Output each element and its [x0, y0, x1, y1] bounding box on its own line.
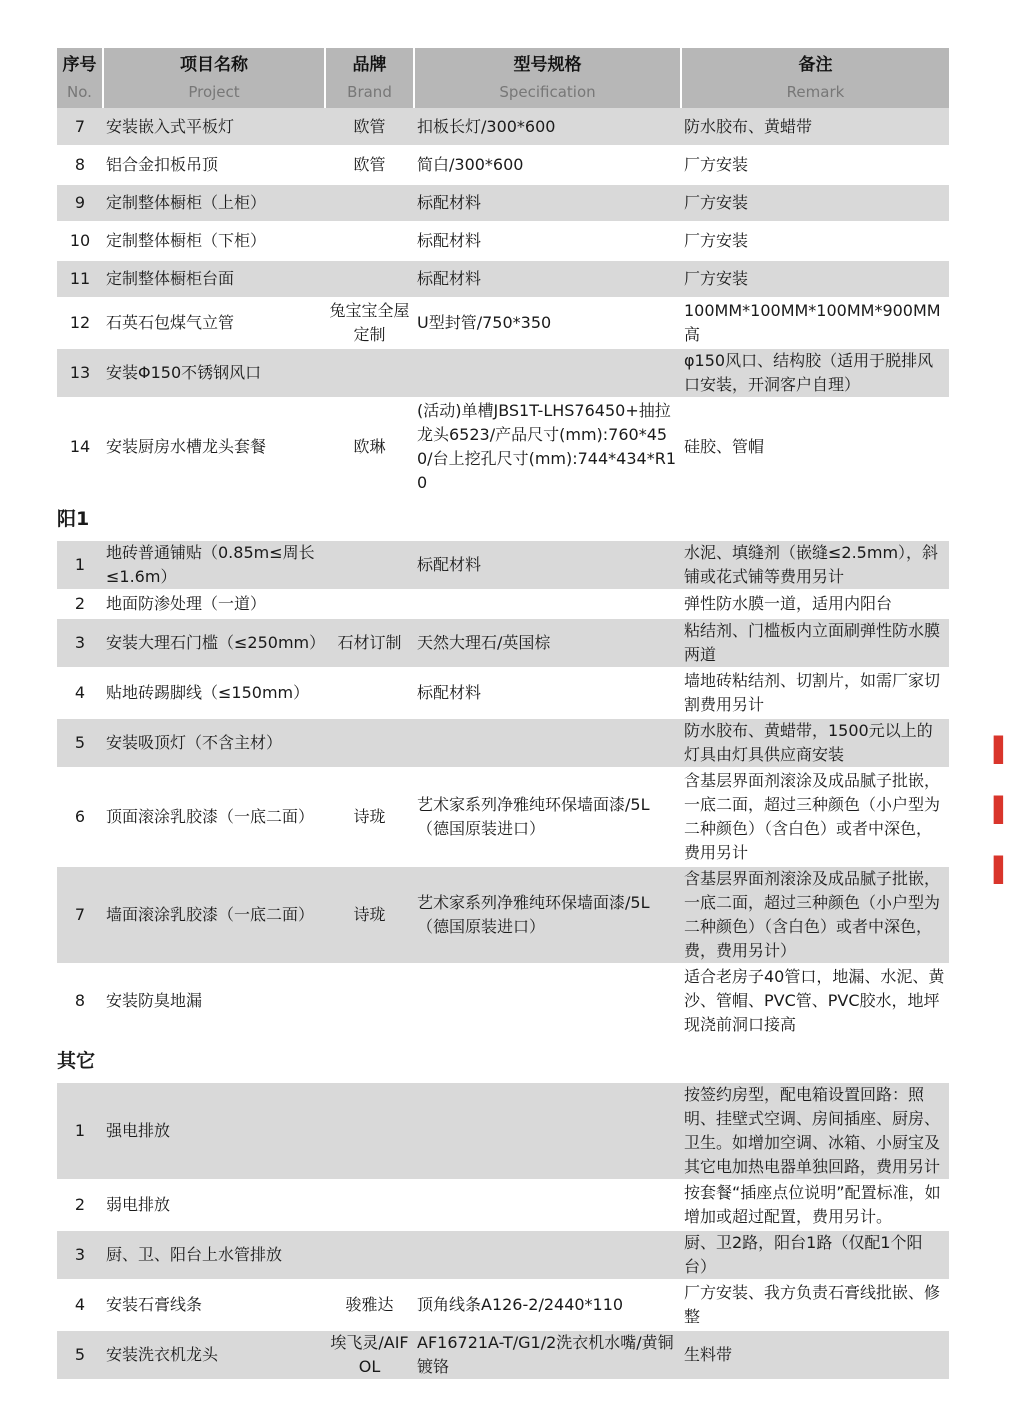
- row-number-cell: 3: [57, 618, 103, 668]
- remark-cell: 含基层界面剂滚涂及成品腻子批嵌，一底二面，超过三种颜色（小户型为二种颜色）（含白色）或者中深色，费用另计: [681, 768, 949, 866]
- row-number-cell: 10: [57, 222, 103, 260]
- header-spec: 型号规格 Specification: [414, 48, 681, 108]
- remark-cell: 防水胶布、黄蜡带，1500元以上的灯具由灯具供应商安装: [681, 718, 949, 768]
- brand-cell: 欧管: [325, 108, 414, 146]
- project-name-cell: 厨、卫、阳台上水管排放: [103, 1230, 325, 1280]
- row-number-cell: 1: [57, 1083, 103, 1180]
- row-number-cell: 6: [57, 768, 103, 866]
- row-number-cell: 7: [57, 108, 103, 146]
- row-number-cell: 11: [57, 260, 103, 298]
- specification-cell: [414, 1083, 681, 1180]
- specification-cell: 标配材料: [414, 184, 681, 222]
- table-row: [57, 768, 949, 866]
- brand-cell: [325, 1083, 414, 1180]
- row-number-cell: 5: [57, 718, 103, 768]
- brand-cell: [325, 1230, 414, 1280]
- project-name-cell: 安装防臭地漏: [103, 964, 325, 1038]
- table-row: [57, 668, 949, 718]
- specification-cell: [414, 590, 681, 618]
- table-row: [57, 1083, 949, 1180]
- specification-cell: [414, 348, 681, 398]
- table-row: [57, 260, 949, 298]
- row-number-cell: 13: [57, 348, 103, 398]
- table-row: [57, 718, 949, 768]
- project-name-cell: 墙面滚涂乳胶漆（一底二面）: [103, 866, 325, 964]
- table-row: [57, 618, 949, 668]
- table-row: [57, 1180, 949, 1230]
- specification-cell: 艺术家系列净雅纯环保墙面漆/5L（德国原装进口）: [414, 768, 681, 866]
- specification-cell: 标配材料: [414, 260, 681, 298]
- table-row: [57, 222, 949, 260]
- brand-cell: [325, 1180, 414, 1230]
- remark-cell: 适合老房子40管口，地漏、水泥、黄沙、管帽、PVC管、PVC胶水，地坪现浇前洞口接高: [681, 964, 949, 1038]
- remark-cell: 厨、卫2路，阳台1路（仅配1个阳台）: [681, 1230, 949, 1280]
- row-number-cell: 7: [57, 866, 103, 964]
- section-title: 其它: [57, 1038, 949, 1083]
- specification-cell: U型封管/750*350: [414, 298, 681, 348]
- remark-cell: 防水胶布、黄蜡带: [681, 108, 949, 146]
- specification-cell: 顶角线条A126-2/2440*110: [414, 1280, 681, 1330]
- table-row: [57, 298, 949, 348]
- row-number-cell: 9: [57, 184, 103, 222]
- specification-cell: (活动)单槽JBS1T-LHS76450+抽拉龙头6523/产品尺寸(mm):760*450/台上挖孔尺寸(mm):744*434*R10: [414, 398, 681, 496]
- remark-cell: 墙地砖粘结剂、切割片，如需厂家切割费用另计: [681, 668, 949, 718]
- brand-cell: 石材订制: [325, 618, 414, 668]
- specification-cell: [414, 1230, 681, 1280]
- row-number-cell: 8: [57, 964, 103, 1038]
- remark-cell: 按套餐“插座点位说明”配置标准，如增加或超过配置，费用另计。: [681, 1180, 949, 1230]
- remark-cell: 含基层界面剂滚涂及成品腻子批嵌，一底二面，超过三种颜色（小户型为二种颜色）（含白色）或者中深色，费，费用另计）: [681, 866, 949, 964]
- header-remark: 备注 Remark: [681, 48, 949, 108]
- section-header: [57, 1038, 949, 1083]
- remark-cell: 按签约房型，配电箱设置回路：照明、挂壁式空调、房间插座、厨房、卫生。如增加空调、冰箱、小厨宝及其它电加热电器单独回路，费用另计: [681, 1083, 949, 1180]
- specification-cell: 标配材料: [414, 668, 681, 718]
- project-name-cell: 安装嵌入式平板灯: [103, 108, 325, 146]
- specification-cell: 简白/300*600: [414, 146, 681, 184]
- table-row: [57, 184, 949, 222]
- row-number-cell: 2: [57, 590, 103, 618]
- project-name-cell: 安装厨房水槽龙头套餐: [103, 398, 325, 496]
- project-name-cell: 定制整体橱柜台面: [103, 260, 325, 298]
- brand-cell: 骏雅达: [325, 1280, 414, 1330]
- row-number-cell: 2: [57, 1180, 103, 1230]
- table-row: [57, 964, 949, 1038]
- project-name-cell: 强电排放: [103, 1083, 325, 1180]
- project-name-cell: 定制整体橱柜（下柜）: [103, 222, 325, 260]
- brand-cell: 兔宝宝全屋定制: [325, 298, 414, 348]
- specification-cell: [414, 964, 681, 1038]
- brand-cell: 欧琳: [325, 398, 414, 496]
- row-number-cell: 3: [57, 1230, 103, 1280]
- table-row: [57, 1330, 949, 1380]
- row-number-cell: 14: [57, 398, 103, 496]
- quotation-table: [57, 48, 949, 1381]
- section-title: 阳1: [57, 496, 949, 541]
- specification-cell: 标配材料: [414, 541, 681, 590]
- brand-cell: 诗珑: [325, 866, 414, 964]
- row-number-cell: 12: [57, 298, 103, 348]
- project-name-cell: 石英石包煤气立管: [103, 298, 325, 348]
- brand-cell: 欧管: [325, 146, 414, 184]
- row-number-cell: 5: [57, 1330, 103, 1380]
- remark-cell: 生料带: [681, 1330, 949, 1380]
- specification-cell: 天然大理石/英国棕: [414, 618, 681, 668]
- header-project: 项目名称 Project: [103, 48, 325, 108]
- remark-cell: φ150风口、结构胶（适用于脱排风口安装，开洞客户自理）: [681, 348, 949, 398]
- table-row: [57, 146, 949, 184]
- brand-cell: [325, 260, 414, 298]
- specification-cell: AF16721A-T/G1/2洗衣机水嘴/黄铜镀铬: [414, 1330, 681, 1380]
- table-row: [57, 590, 949, 618]
- table-row: [57, 866, 949, 964]
- row-number-cell: 4: [57, 1280, 103, 1330]
- brand-cell: [325, 348, 414, 398]
- remark-cell: 厂方安装: [681, 146, 949, 184]
- remark-cell: 100MM*100MM*100MM*900MM高: [681, 298, 949, 348]
- table-row: [57, 108, 949, 146]
- remark-cell: 硅胶、管帽: [681, 398, 949, 496]
- project-name-cell: 顶面滚涂乳胶漆（一底二面）: [103, 768, 325, 866]
- table-header: [57, 48, 949, 108]
- remark-cell: 厂方安装: [681, 260, 949, 298]
- project-name-cell: 地砖普通铺贴（0.85m≤周长≤1.6m）: [103, 541, 325, 590]
- specification-cell: [414, 1180, 681, 1230]
- specification-cell: 艺术家系列净雅纯环保墙面漆/5L（德国原装进口）: [414, 866, 681, 964]
- brand-cell: [325, 964, 414, 1038]
- remark-cell: 水泥、填缝剂（嵌缝≤2.5mm），斜铺或花式铺等费用另计: [681, 541, 949, 590]
- project-name-cell: 安装吸顶灯（不含主材）: [103, 718, 325, 768]
- row-number-cell: 8: [57, 146, 103, 184]
- remark-cell: 弹性防水膜一道，适用内阳台: [681, 590, 949, 618]
- remark-cell: 厂方安装: [681, 184, 949, 222]
- brand-cell: [325, 668, 414, 718]
- row-number-cell: 1: [57, 541, 103, 590]
- red-stamp-edge: ▌ ▌ ▌: [994, 736, 1012, 884]
- project-name-cell: 地面防渗处理（一道）: [103, 590, 325, 618]
- project-name-cell: 安装Φ150不锈钢风口: [103, 348, 325, 398]
- remark-cell: 粘结剂、门槛板内立面刷弹性防水膜两道: [681, 618, 949, 668]
- table-row: [57, 398, 949, 496]
- project-name-cell: 安装洗衣机龙头: [103, 1330, 325, 1380]
- section-header: [57, 496, 949, 541]
- header-no: 序号 No.: [57, 48, 103, 108]
- table-row: [57, 348, 949, 398]
- project-name-cell: 弱电排放: [103, 1180, 325, 1230]
- project-name-cell: 安装大理石门槛（≤250mm）: [103, 618, 325, 668]
- table-row: [57, 1280, 949, 1330]
- brand-cell: [325, 718, 414, 768]
- brand-cell: [325, 184, 414, 222]
- brand-cell: [325, 222, 414, 260]
- specification-cell: [414, 718, 681, 768]
- specification-cell: 标配材料: [414, 222, 681, 260]
- brand-cell: 埃飞灵/AIFOL: [325, 1330, 414, 1380]
- brand-cell: [325, 590, 414, 618]
- header-brand: 品牌 Brand: [325, 48, 414, 108]
- remark-cell: 厂方安装: [681, 222, 949, 260]
- project-name-cell: 铝合金扣板吊顶: [103, 146, 325, 184]
- table-row: [57, 1230, 949, 1280]
- remark-cell: 厂方安装、我方负责石膏线批嵌、修整: [681, 1280, 949, 1330]
- table-row: [57, 541, 949, 590]
- row-number-cell: 4: [57, 668, 103, 718]
- project-name-cell: 定制整体橱柜（上柜）: [103, 184, 325, 222]
- project-name-cell: 安装石膏线条: [103, 1280, 325, 1330]
- brand-cell: [325, 541, 414, 590]
- specification-cell: 扣板长灯/300*600: [414, 108, 681, 146]
- project-name-cell: 贴地砖踢脚线（≤150mm）: [103, 668, 325, 718]
- brand-cell: 诗珑: [325, 768, 414, 866]
